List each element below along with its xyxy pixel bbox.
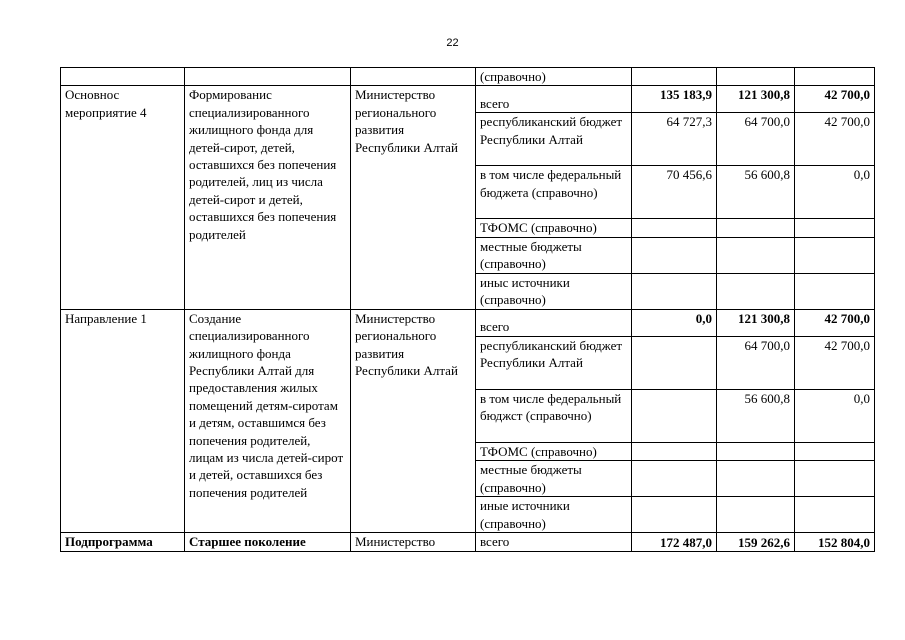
cell-empty — [61, 68, 185, 86]
value-year-1 — [632, 442, 717, 460]
executor: Министерство регионального развития Республики Алтай — [351, 309, 476, 532]
value-year-1 — [632, 461, 717, 497]
funding-source: республиканский бюджет Республики Алтай — [476, 336, 632, 389]
activity-name: Создание специализированного жилищного фонда Республики Алтай для предоставления жилых помещений детям-сиротам и детям, оставшимся без попечения родителей, лицам из числа детей-сирот и детей, оставшихся без попечения родителей — [185, 309, 351, 532]
value-year-2 — [717, 273, 795, 309]
value-year-1 — [632, 389, 717, 442]
value-year-2: 64 700,0 — [717, 336, 795, 389]
value-year-1 — [632, 336, 717, 389]
funding-source: (справочно) — [476, 68, 632, 86]
value-year-1: 135 183,9 — [632, 86, 717, 113]
value-year-1 — [632, 497, 717, 533]
table-row — [61, 68, 875, 86]
activity-name: Формировaнис специализированного жилищного фонда для детей-сирот, детей, оставшихся без попечения родителей, лиц из числа детей-сирот и детей, оставшихся без попечения родителей — [185, 86, 351, 309]
funding-source: ТФОМС (справочно) — [476, 219, 632, 237]
value-year-1: 64 727,3 — [632, 113, 717, 166]
value-year-1: 70 456,6 — [632, 166, 717, 219]
value-year-3 — [795, 461, 875, 497]
value-year-1 — [632, 273, 717, 309]
executor: Министерство регионального развития Республики Алтай — [351, 86, 476, 309]
value-year-3 — [795, 273, 875, 309]
funding-source: в том числе федеральный бюджст (справочно) — [476, 389, 632, 442]
value-year-2: 121 300,8 — [717, 86, 795, 113]
value-year-3 — [795, 219, 875, 237]
activity-type: Основнос мероприятие 4 — [61, 86, 185, 309]
value-year-3: 42 700,0 — [795, 113, 875, 166]
value-year-2: 64 700,0 — [717, 113, 795, 166]
value-year-3: 0,0 — [795, 389, 875, 442]
value-year-2 — [717, 219, 795, 237]
value-year-2 — [717, 442, 795, 460]
cell-empty — [795, 68, 875, 86]
cell-empty — [351, 68, 476, 86]
table-row — [61, 533, 875, 552]
activity-name: Старшее поколение — [185, 533, 351, 552]
value-year-3: 42 700,0 — [795, 309, 875, 336]
funding-source: всего — [476, 86, 632, 113]
value-year-1 — [632, 219, 717, 237]
funding-source: местные бюджеты (справочно) — [476, 237, 632, 273]
value-year-2 — [717, 461, 795, 497]
funding-source: ТФОМС (справочно) — [476, 442, 632, 460]
funding-source: всего — [476, 309, 632, 336]
funding-source: местные бюджеты (справочно) — [476, 461, 632, 497]
funding-source: всего — [476, 533, 632, 552]
value-year-1 — [632, 237, 717, 273]
value-year-2: 121 300,8 — [717, 309, 795, 336]
funding-source: иные источники (справочно) — [476, 497, 632, 533]
value-year-3 — [795, 442, 875, 460]
value-year-3: 42 700,0 — [795, 336, 875, 389]
value-year-3 — [795, 497, 875, 533]
funding-source: в том числе федеральный бюджета (справочно) — [476, 166, 632, 219]
value-year-3: 42 700,0 — [795, 86, 875, 113]
value-year-2 — [717, 497, 795, 533]
cell-empty — [632, 68, 717, 86]
funding-source: иныс источники (справочно) — [476, 273, 632, 309]
cell-empty — [185, 68, 351, 86]
activity-type: Направление 1 — [61, 309, 185, 532]
value-year-2: 56 600,8 — [717, 389, 795, 442]
value-year-2: 56 600,8 — [717, 166, 795, 219]
cell-empty — [717, 68, 795, 86]
activity-type: Подпрограмма — [61, 533, 185, 552]
executor: Министерство — [351, 533, 476, 552]
value-year-1: 172 487,0 — [632, 533, 717, 552]
value-year-2: 159 262,6 — [717, 533, 795, 552]
table-row — [61, 86, 875, 113]
value-year-1: 0,0 — [632, 309, 717, 336]
value-year-2 — [717, 237, 795, 273]
funding-source: республиканский бюджет Республики Алтай — [476, 113, 632, 166]
budget-table — [60, 67, 875, 552]
value-year-3: 152 804,0 — [795, 533, 875, 552]
page-number: 22 — [446, 37, 459, 49]
value-year-3 — [795, 237, 875, 273]
value-year-3: 0,0 — [795, 166, 875, 219]
table-row — [61, 309, 875, 336]
